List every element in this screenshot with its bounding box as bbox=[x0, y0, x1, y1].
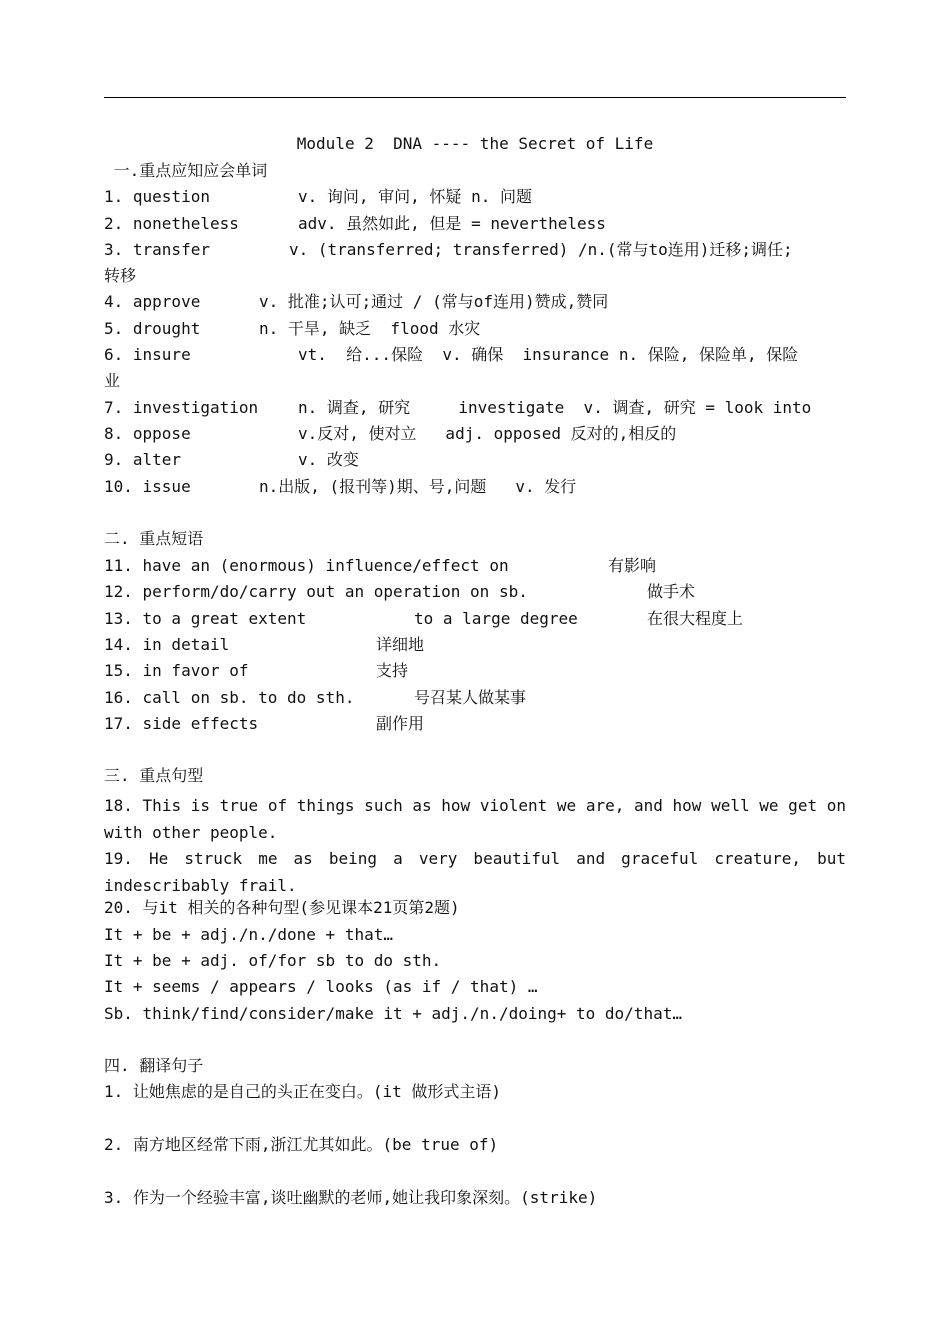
phrase-item: 11. have an (enormous) influence/effect on bbox=[104, 556, 509, 575]
section-heading-sentence-patterns: 三. 重点句型 bbox=[104, 766, 204, 785]
vocab-definition-continued: 转移 bbox=[104, 266, 137, 285]
it-pattern: It + be + adj./n./done + that… bbox=[104, 925, 393, 944]
phrase-meaning: 副作用 bbox=[376, 714, 425, 733]
vocab-definition: v. 批准;认可;通过 / (常与of连用)赞成,赞同 bbox=[259, 292, 609, 311]
translation-item: 2. 南方地区经常下雨,浙江尤其如此。(be true of) bbox=[104, 1135, 499, 1154]
it-pattern: It + seems / appears / looks (as if / that) … bbox=[104, 977, 538, 996]
vocab-term: 5. drought bbox=[104, 319, 201, 338]
section-heading-vocabulary: 一.重点应知应会单词 bbox=[104, 161, 268, 180]
phrase-alternative: to a large degree bbox=[414, 609, 578, 628]
it-pattern: Sb. think/find/consider/make it + adj./n./doing+ to do/that… bbox=[104, 1004, 682, 1023]
vocab-definition: n. 调查, 研究 investigate v. 调查, 研究 = look into bbox=[298, 398, 812, 417]
vocab-term: 3. transfer bbox=[104, 240, 210, 259]
section-heading-phrases: 二. 重点短语 bbox=[104, 529, 204, 548]
vocab-definition: v.反对, 使对立 adj. opposed 反对的,相反的 bbox=[298, 424, 677, 443]
phrase-item: 14. in detail bbox=[104, 635, 230, 654]
phrase-meaning: 有影响 bbox=[608, 556, 657, 575]
sentence-pattern-19: 19. He struck me as being a very beautiful and graceful creature, but indescribably frail. bbox=[104, 849, 846, 895]
phrase-meaning: 号召某人做某事 bbox=[414, 688, 527, 707]
sentence-pattern-20: 20. 与it 相关的各种句型(参见课本21页第2题) bbox=[104, 898, 460, 917]
vocab-term: 10. issue bbox=[104, 477, 191, 496]
vocab-term: 9. alter bbox=[104, 450, 182, 469]
sentence-pattern-18: 18. This is true of things such as how violent we are, and how well we get on with other people. bbox=[104, 796, 846, 842]
phrase-item: 16. call on sb. to do sth. bbox=[104, 688, 355, 707]
vocab-definition: n. 干旱, 缺乏 flood 水灾 bbox=[259, 319, 481, 338]
phrase-item: 13. to a great extent bbox=[104, 609, 307, 628]
vocab-definition: vt. 给...保险 v. 确保 insurance n. 保险, 保险单, 保险 bbox=[298, 345, 799, 364]
vocab-term: 6. insure bbox=[104, 345, 191, 364]
section-heading-translation: 四. 翻译句子 bbox=[104, 1056, 204, 1075]
phrase-meaning: 详细地 bbox=[376, 635, 425, 654]
page-title: Module 2 DNA ---- the Secret of Life bbox=[296, 134, 654, 153]
vocab-term: 2. nonetheless bbox=[104, 214, 239, 233]
phrase-meaning: 支持 bbox=[376, 661, 409, 680]
phrase-meaning: 在很大程度上 bbox=[647, 609, 744, 628]
phrase-meaning: 做手术 bbox=[647, 582, 696, 601]
vocab-definition: v. 询问, 审问, 怀疑 n. 问题 bbox=[298, 187, 532, 206]
vocab-term: 4. approve bbox=[104, 292, 201, 311]
phrase-item: 15. in favor of bbox=[104, 661, 249, 680]
translation-item: 1. 让她焦虑的是自己的头正在变白。(it 做形式主语) bbox=[104, 1082, 502, 1101]
it-pattern: It + be + adj. of/for sb to do sth. bbox=[104, 951, 442, 970]
vocab-term: 8. oppose bbox=[104, 424, 191, 443]
vocab-definition: v. (transferred; transferred) /n.(常与to连用)迁移;调任; bbox=[289, 240, 793, 259]
header-rule bbox=[104, 97, 846, 98]
phrase-item: 12. perform/do/carry out an operation on sb. bbox=[104, 582, 528, 601]
phrase-item: 17. side effects bbox=[104, 714, 259, 733]
vocab-definition: n.出版, (报刊等)期、号,问题 v. 发行 bbox=[259, 477, 577, 496]
vocab-term: 7. investigation bbox=[104, 398, 259, 417]
vocab-term: 1. question bbox=[104, 187, 210, 206]
vocab-definition: adv. 虽然如此, 但是 = nevertheless bbox=[298, 214, 606, 233]
translation-item: 3. 作为一个经验丰富,谈吐幽默的老师,她让我印象深刻。(strike) bbox=[104, 1188, 598, 1207]
vocab-definition: v. 改变 bbox=[298, 450, 359, 469]
vocab-definition-continued: 业 bbox=[104, 371, 121, 390]
